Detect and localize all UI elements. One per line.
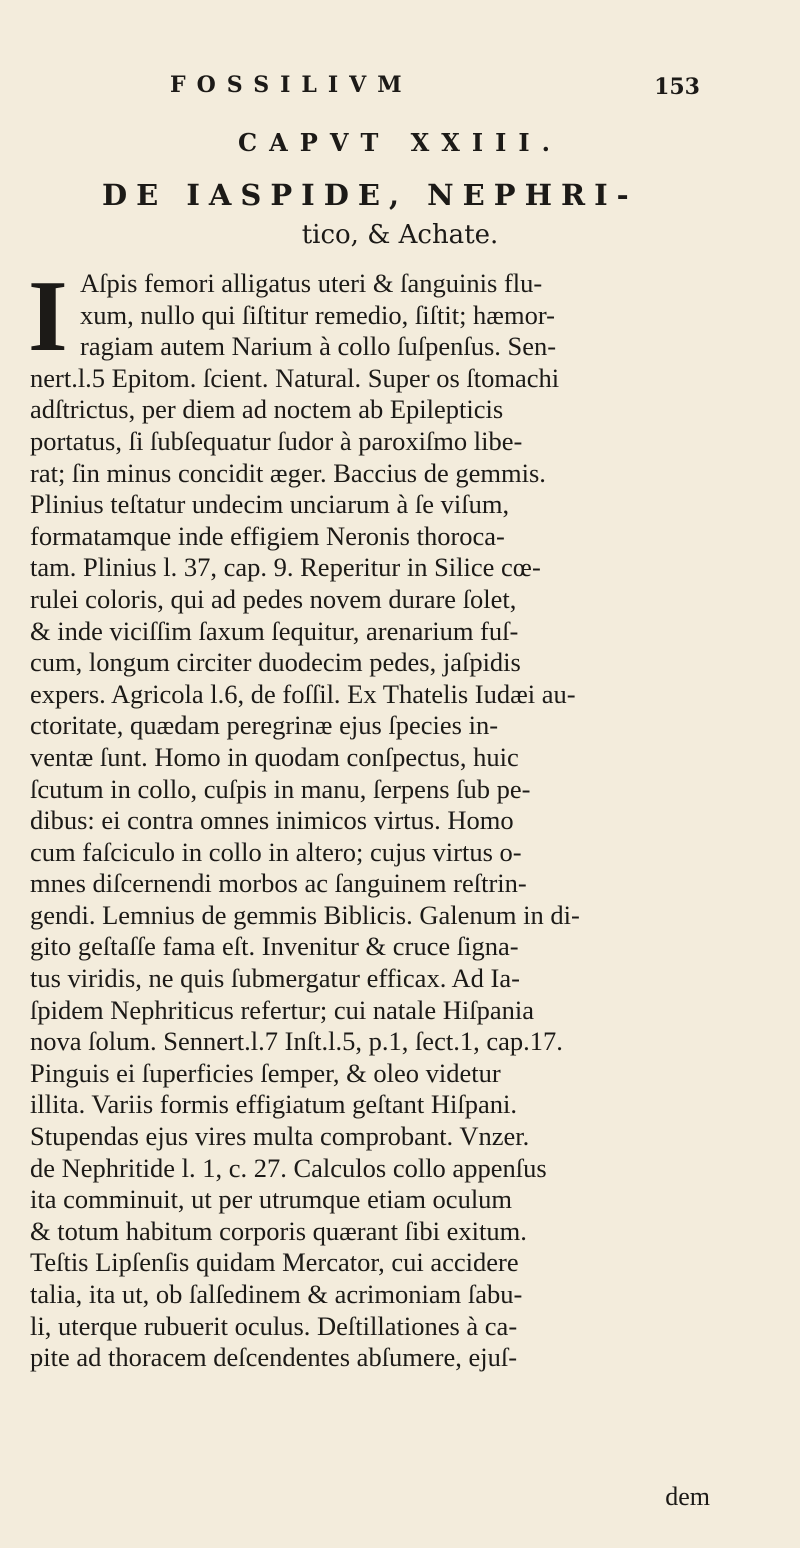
text-line: mnes diſcernendi morbos ac ſanguinem reſtrin- <box>30 868 527 899</box>
text-line: de Nephritide l. 1, c. 27. Calculos collo appenſus <box>30 1152 547 1183</box>
chapter-heading-line-1: DE IASPIDE, NEPHRI- <box>102 178 638 212</box>
text-line: & inde viciſſim ſaxum ſequitur, arenarium fuſ- <box>30 615 519 646</box>
text-line: pite ad thoracem deſcendentes abſumere, ejuſ- <box>30 1342 518 1373</box>
text-line: li, uterque rubuerit oculus. Deſtillationes à ca- <box>30 1310 518 1341</box>
text-line: nova ſolum. Sennert.l.7 Inſt.l.5, p.1, ſect.1, cap.17. <box>30 1026 563 1057</box>
page-number: 153 <box>654 74 700 100</box>
text-line: Stupendas ejus vires multa comprobant. Vnzer. <box>30 1121 530 1152</box>
text-line: ſcutum in collo, cuſpis in manu, ſerpens ſub pe- <box>30 773 531 804</box>
text-line: cum faſciculo in collo in altero; cujus virtus o- <box>30 836 522 867</box>
drop-cap: I <box>28 260 68 373</box>
text-line: gendi. Lemnius de gemmis Biblicis. Galenum in di- <box>30 899 580 930</box>
text-line: & totum habitum corporis quærant ſibi exitum. <box>30 1215 527 1246</box>
text-line: cum, longum circiter duodecim pedes, jaſpidis <box>30 647 521 678</box>
text-line: ragiam autem Narium à collo ſuſpenſus. Sen- <box>80 331 557 362</box>
text-line: illita. Variis formis effigiatum geſtant Hiſpani. <box>30 1089 517 1120</box>
text-line: tus viridis, ne quis ſubmergatur efficax. Ad Ia- <box>30 963 520 994</box>
text-line: portatus, ſi ſubſequatur ſudor à paroxiſmo libe- <box>30 425 523 456</box>
text-line: ventæ ſunt. Homo in quodam conſpectus, huic <box>30 741 519 772</box>
text-line: tam. Plinius l. 37, cap. 9. Reperitur in Silice cœ- <box>30 552 541 583</box>
text-line: Aſpis femori alligatus uteri & ſanguinis flu- <box>80 268 543 298</box>
text-line: rat; ſin minus concidit æger. Baccius de gemmis. <box>30 457 546 488</box>
body-text <box>28 260 758 1374</box>
text-line: adſtrictus, per diem ad noctem ab Epilepticis <box>30 394 504 425</box>
running-head <box>0 72 800 104</box>
text-line: formatamque inde effigiem Neronis thoroca- <box>30 520 505 551</box>
chapter-heading-line-2: tico, & Achate. <box>301 220 499 250</box>
text-line: xum, nullo qui ſiſtitur remedio, ſiſtit; hæmor- <box>80 299 555 330</box>
text-line: Pinguis ei ſuperficies ſemper, & oleo videtur <box>30 1057 501 1088</box>
text-line: gito geſtaſſe fama eſt. Invenitur & cruce ſigna- <box>30 931 519 962</box>
text-line: Plinius teſtatur undecim unciarum à ſe viſum, <box>30 489 510 520</box>
text-line: Teſtis Lipſenſis quidam Mercator, cui accidere <box>30 1247 519 1278</box>
text-line: expers. Agricola l.6, de foſſil. Ex Thatelis Iudæi au- <box>30 678 576 709</box>
catchword: dem <box>665 1482 710 1511</box>
text-line: ctoritate, quædam peregrinæ ejus ſpecies in- <box>30 710 499 741</box>
text-line: dibus: ei contra omnes inimicos virtus. Homo <box>30 805 514 836</box>
text-line: talia, ita ut, ob ſalſedinem & acrimoniam ſabu- <box>30 1279 523 1309</box>
text-line: rulei coloris, qui ad pedes novem durare ſolet, <box>30 583 517 614</box>
running-head-title: FOSSILIVM <box>170 72 413 98</box>
chapter-number: CAPVT XXIII. <box>238 128 562 157</box>
text-line: nert.l.5 Epitom. ſcient. Natural. Super os ſtomachi <box>30 362 560 393</box>
text-line: ita comminuit, ut per utrumque etiam oculum <box>30 1184 513 1215</box>
text-line: ſpidem Nephriticus refertur; cui natale Hiſpania <box>30 994 535 1025</box>
